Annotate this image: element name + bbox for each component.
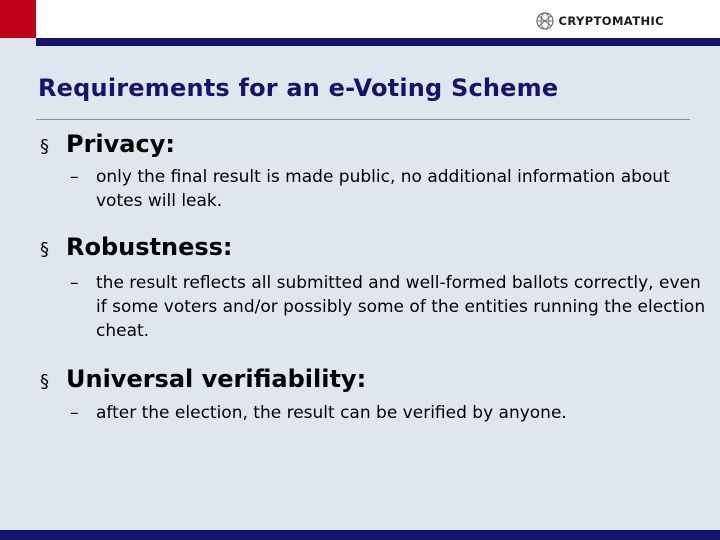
sub-bullet-dash: –: [70, 403, 79, 423]
bullet-heading: Privacy:: [66, 130, 175, 158]
logo-text: CRYPTOMATHIC: [558, 14, 664, 28]
sub-bullet-text: the result reflects all submitted and well-formed ballots correctly, even if some voters and/or possibly some of the entities running the election cheat.: [96, 273, 706, 341]
bullet-privacy: [40, 130, 175, 158]
title-divider: [36, 119, 690, 120]
sub-bullet-text: only the final result is made public, no additional information about votes will leak.: [96, 167, 670, 211]
sub-bullet-text: after the election, the result can be verified by anyone.: [96, 403, 567, 423]
company-logo: [535, 11, 664, 31]
sub-bullet-dash: –: [70, 167, 79, 187]
sub-bullet-universal-verifiability: [70, 401, 716, 425]
sub-bullet-privacy: [70, 165, 716, 213]
bullet-heading: Robustness:: [66, 233, 233, 261]
sub-bullet-dash: –: [70, 273, 79, 293]
slide-title: Requirements for an e-Voting Scheme: [38, 74, 559, 102]
cryptomathic-globe-icon: [535, 11, 555, 31]
brand-red-block: [0, 0, 36, 38]
bullet-universal-verifiability: [40, 365, 366, 393]
bullet-marker: §: [40, 239, 49, 260]
slide-header: [0, 0, 720, 38]
sub-bullet-robustness: [70, 271, 716, 343]
header-blue-band: [36, 38, 720, 46]
bullet-marker: §: [40, 371, 49, 392]
bullet-heading: Universal verifiability:: [66, 365, 367, 393]
bullet-robustness: [40, 233, 233, 261]
bullet-marker: §: [40, 136, 49, 157]
footer-blue-band: [0, 530, 720, 540]
